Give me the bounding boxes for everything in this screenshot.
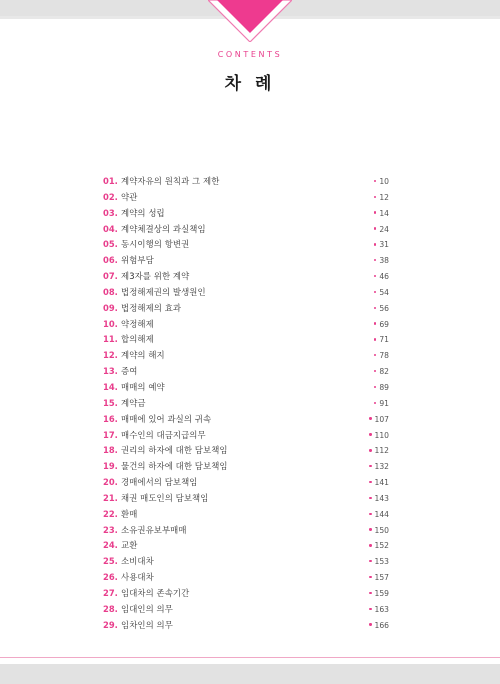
toc-entry-page: 56	[374, 301, 389, 317]
toc-entry-number: 15.	[103, 397, 118, 408]
toc-entry	[103, 618, 393, 634]
toc-entry-number: 20.	[103, 477, 118, 488]
toc-entry-title: 소유권유보부매매	[121, 524, 187, 535]
toc-entry	[103, 222, 393, 238]
toc-entry	[103, 253, 393, 269]
toc-entry	[103, 301, 393, 317]
toc-entry	[103, 174, 393, 190]
toc-entry	[103, 475, 393, 491]
toc-entry-number: 19.	[103, 461, 118, 472]
toc-entry-page: 166	[369, 618, 389, 634]
toc-entry-number: 28.	[103, 603, 118, 614]
page-title: 차 례	[224, 74, 276, 94]
toc-entry-title: 임대차의 존속기간	[121, 587, 190, 598]
toc-entry-number: 29.	[103, 619, 118, 630]
toc-entry-title: 위험부담	[121, 255, 154, 266]
toc-entry	[103, 459, 393, 475]
toc-entry	[103, 396, 393, 412]
toc-entry-page: 24	[374, 222, 389, 238]
toc-entry-number: 13.	[103, 366, 118, 377]
toc-entry	[103, 332, 393, 348]
toc-entry-title: 교환	[121, 540, 138, 551]
toc-entry-title: 매수인의 대금지급의무	[121, 429, 206, 440]
toc-entry-page: 71	[374, 332, 389, 348]
toc-entry-title: 계약의 성립	[121, 207, 165, 218]
toc-entry-number: 09.	[103, 302, 118, 313]
toc-entry-title: 채권 매도인의 담보책임	[121, 492, 209, 503]
toc-entry	[103, 554, 393, 570]
toc-entry-page: 54	[374, 285, 389, 301]
toc-entry-page: 14	[374, 206, 389, 222]
toc-entry-page: 112	[369, 443, 389, 459]
toc-entry	[103, 602, 393, 618]
toc-entry-page: 152	[369, 538, 389, 554]
toc-entry-page: 110	[369, 428, 389, 444]
toc-entry	[103, 586, 393, 602]
toc-entry-title: 임차인의 의무	[121, 619, 173, 630]
toc-entry-page: 91	[374, 396, 389, 412]
toc-entry-number: 05.	[103, 239, 118, 250]
toc-entry	[103, 428, 393, 444]
toc-entry-page: 132	[369, 459, 389, 475]
toc-entry-number: 02.	[103, 191, 118, 202]
toc-entry	[103, 190, 393, 206]
toc-entry-page: 89	[374, 380, 389, 396]
toc-entry-title: 사용대차	[121, 572, 154, 583]
toc-entry-page: 153	[369, 554, 389, 570]
toc-entry-number: 10.	[103, 318, 118, 329]
toc-entry-title: 매매의 예약	[121, 381, 165, 392]
toc-entry-page: 141	[369, 475, 389, 491]
toc-entry-title: 경매에서의 담보책임	[121, 477, 198, 488]
toc-entry-title: 약관	[121, 191, 138, 202]
toc-entry	[103, 364, 393, 380]
toc-entry-number: 11.	[103, 334, 118, 345]
table-of-contents	[103, 174, 393, 633]
toc-entry-number: 21.	[103, 492, 118, 503]
toc-entry	[103, 570, 393, 586]
toc-entry-number: 14.	[103, 381, 118, 392]
toc-entry-title: 계약체결상의 과실책임	[121, 223, 206, 234]
toc-entry	[103, 285, 393, 301]
toc-entry-title: 소비대차	[121, 556, 154, 567]
toc-entry	[103, 491, 393, 507]
toc-entry-title: 매매에 있어 과실의 귀속	[121, 413, 212, 424]
pink-triangle-ornament	[208, 0, 292, 42]
toc-entry-page: 150	[369, 523, 389, 539]
toc-entry-number: 16.	[103, 413, 118, 424]
toc-entry-title: 동시이행의 항변권	[121, 239, 190, 250]
toc-entry	[103, 269, 393, 285]
toc-entry-page: 69	[374, 317, 389, 333]
toc-entry-page: 78	[374, 348, 389, 364]
toc-entry-number: 12.	[103, 350, 118, 361]
bottom-divider	[0, 657, 500, 658]
toc-entry-page: 38	[374, 253, 389, 269]
toc-entry-page: 12	[374, 190, 389, 206]
toc-entry-number: 25.	[103, 556, 118, 567]
toc-entry-number: 01.	[103, 176, 118, 186]
toc-entry	[103, 348, 393, 364]
toc-entry-number: 06.	[103, 255, 118, 266]
toc-entry-number: 07.	[103, 271, 118, 282]
toc-entry-title: 권리의 하자에 대한 담보책임	[121, 445, 228, 456]
toc-entry-page: 159	[369, 586, 389, 602]
toc-entry-page: 107	[369, 412, 389, 428]
toc-entry-number: 26.	[103, 572, 118, 583]
bottom-gray-band	[0, 664, 500, 684]
toc-entry	[103, 317, 393, 333]
toc-entry-title: 합의해제	[121, 334, 154, 345]
toc-entry-number: 17.	[103, 429, 118, 440]
toc-entry-number: 23.	[103, 524, 118, 535]
toc-entry-number: 27.	[103, 587, 118, 598]
toc-entry-page: 163	[369, 602, 389, 618]
toc-entry-page: 82	[374, 364, 389, 380]
toc-entry	[103, 206, 393, 222]
toc-entry-title: 법정해제권의 발생원인	[121, 286, 206, 297]
toc-entry	[103, 237, 393, 253]
toc-entry-title: 환매	[121, 508, 138, 519]
toc-entry-title: 약정해제	[121, 318, 154, 329]
toc-entry-title: 물건의 하자에 대한 담보책임	[121, 461, 228, 472]
toc-entry-title: 계약자유의 원칙과 그 제한	[121, 176, 220, 186]
toc-entry-title: 증여	[121, 366, 138, 377]
toc-entry	[103, 538, 393, 554]
toc-entry	[103, 412, 393, 428]
toc-entry-title: 법정해제의 효과	[121, 302, 182, 313]
toc-entry-number: 24.	[103, 540, 118, 551]
toc-entry-title: 계약금	[121, 397, 146, 408]
toc-entry-page: 143	[369, 491, 389, 507]
toc-entry-number: 08.	[103, 286, 118, 297]
toc-entry-page: 10	[374, 174, 389, 190]
toc-entry-title: 계약의 해지	[121, 350, 165, 361]
contents-label: CONTENTS	[217, 50, 283, 59]
toc-entry-number: 04.	[103, 223, 118, 234]
toc-entry-page: 31	[374, 237, 389, 253]
toc-entry-number: 03.	[103, 207, 118, 218]
toc-entry-page: 144	[369, 507, 389, 523]
toc-entry-title: 제3자를 위한 계약	[121, 271, 190, 282]
toc-entry-title: 임대인의 의무	[121, 603, 173, 614]
toc-entry-page: 46	[374, 269, 389, 285]
toc-entry	[103, 523, 393, 539]
toc-entry-number: 18.	[103, 445, 118, 456]
toc-entry	[103, 443, 393, 459]
toc-entry	[103, 507, 393, 523]
toc-entry-number: 22.	[103, 508, 118, 519]
toc-entry	[103, 380, 393, 396]
toc-entry-page: 157	[369, 570, 389, 586]
